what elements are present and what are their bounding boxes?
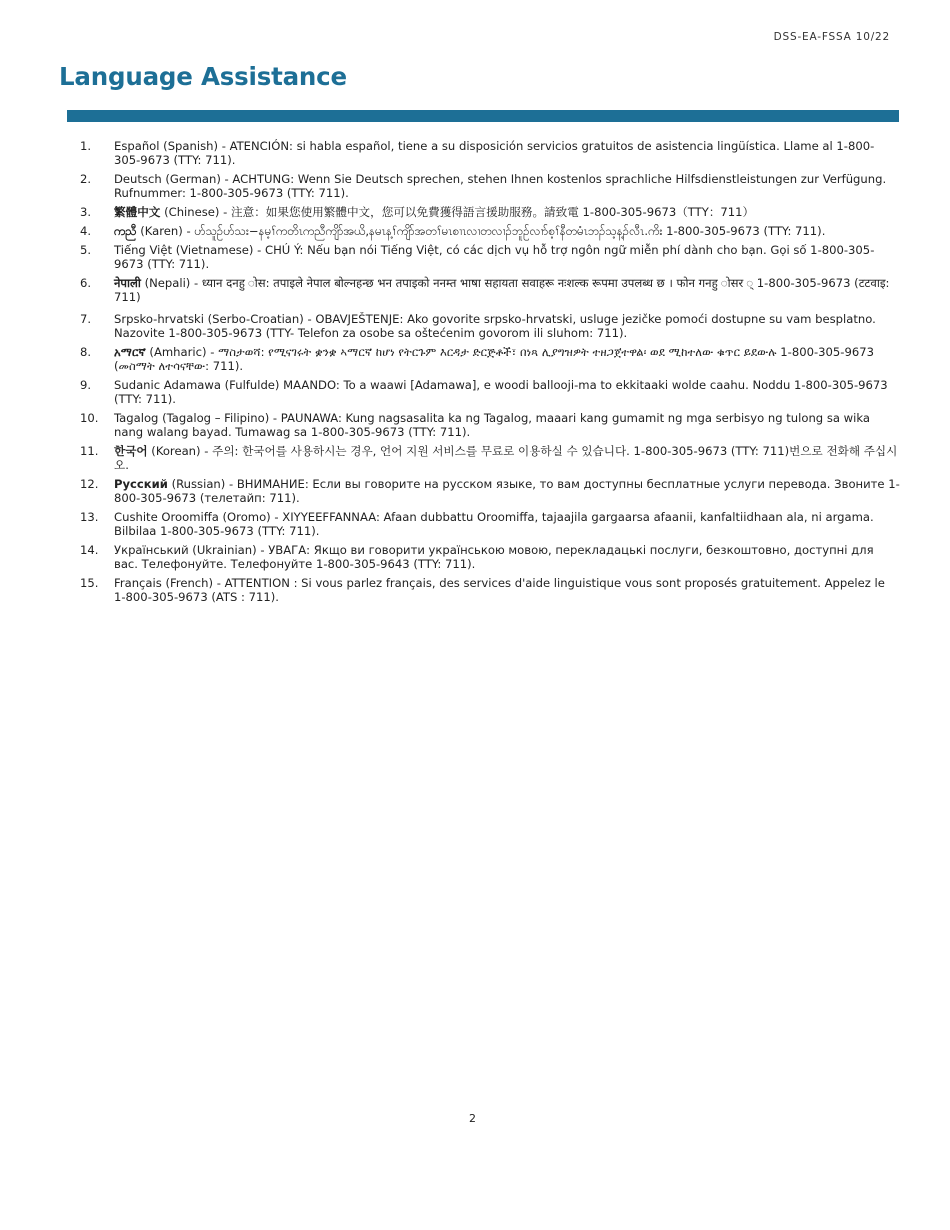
- assistance-notice: - PAUNAWA: Kung nagsasalita ka ng Tagalog, maaari kang gumamit ng mga serbisyo ng tulong sa wika nang walang bayad. Tumawag sa 1-800-305-9673 (TTY: 711).: [114, 411, 870, 439]
- list-item-number: 13.: [80, 510, 99, 524]
- list-item-text: [114, 477, 900, 505]
- language-native-name: አማርኛ: [114, 345, 146, 359]
- assistance-notice: - ВНИМАНИЕ: Если вы говорите на русском языке, то вам доступны бесплатные услуги перевода. Звоните 1-800-305-9673 (телетайп: 711).: [114, 477, 900, 505]
- list-item-text: [114, 139, 900, 167]
- language-name: (Amharic): [145, 345, 207, 359]
- list-item-text: [114, 378, 900, 406]
- language-name: Srpsko-hrvatski (Serbo-Croatian): [114, 312, 304, 326]
- list-item: [80, 172, 900, 200]
- assistance-notice: - УВАГА: Якщо ви говорити українською мовою, перекладацькі послуги, безкоштовно, доступні для вас. Телефонуйте. Телефонуйте 1-800-305-9643 (TTY: 711).: [114, 543, 874, 571]
- language-native-name: नेपाली: [114, 276, 141, 290]
- language-native-name: ကညီ: [114, 224, 137, 238]
- assistance-notice: MAANDO: To a waawi [Adamawa], e woodi ballooji-ma to ekkitaaki wolde caahu. Noddu 1-800-305-9673 (TTY: 711).: [114, 378, 888, 406]
- language-name: (Russian): [167, 477, 226, 491]
- language-name: Український (Ukrainian): [114, 543, 257, 557]
- language-name: Cushite Oroomiffa (Oromo): [114, 510, 271, 524]
- list-item: [80, 312, 900, 340]
- list-item-text: [114, 224, 900, 238]
- list-item-number: 7.: [80, 312, 92, 326]
- list-item: [80, 576, 900, 604]
- list-item-number: 12.: [80, 477, 99, 491]
- list-item-number: 14.: [80, 543, 99, 557]
- list-item: [80, 276, 900, 304]
- assistance-notice: - ध्यान दनहु ोस: तपाइले नेपाल बोल्नहन्छ भन तपाइको ननम्त भाषा सहायता सवाहरू नःशल्क रूपमा उपलब्ध छ । फोन गनहु ोसर ् 1-800-305-9673 (टटवाइ: 711): [114, 276, 890, 304]
- language-name: (Chinese): [160, 205, 220, 219]
- list-item-number: 5.: [80, 243, 92, 257]
- list-item-text: [114, 276, 900, 304]
- list-item-text: [114, 243, 900, 271]
- list-item: [80, 444, 900, 472]
- list-item-number: 15.: [80, 576, 99, 590]
- list-item: [80, 411, 900, 439]
- list-item-number: 2.: [80, 172, 92, 186]
- language-name: Tagalog (Tagalog – Filipino): [114, 411, 270, 425]
- list-item-number: 4.: [80, 224, 92, 238]
- language-name: Español (Spanish): [114, 139, 219, 153]
- assistance-notice: - ဟ်သူဉ်ဟ်သး−နမ့ၢ်ကတိၤကညီကျိာ်အယိ,နမၤန့ၢ်ကျိာ်အတၢ်မၤစၢၤလၢတလၢၣ်ဘူဉ်လၢာ်စ့ၢ်နီတမံၤဘၣ်သ့န့ၣ်လီၤ.ကိး 1-800-305-9673 (TTY: 711).: [182, 224, 826, 238]
- list-item: [80, 510, 900, 538]
- assistance-notice: - ማስታወሻ: የሚናገሩት ቋንቋ ኣማርኛ ከሆነ የትርጉም እርዳታ ድርጅቶች፣ በነጻ ሊያግዝዎት ተዘጋጀተዋል፡ ወደ ሚከተለው ቁጥር ይደውሉ 1-800-305-9673 (መስማት ለተሳናቸው: 711).: [114, 345, 874, 373]
- list-item-text: [114, 345, 900, 373]
- list-item: [80, 224, 900, 238]
- list-item-text: [114, 444, 900, 472]
- language-name: (Korean): [147, 444, 201, 458]
- list-item-number: 9.: [80, 378, 92, 392]
- list-item-number: 8.: [80, 345, 92, 359]
- list-item: [80, 345, 900, 373]
- list-item-text: [114, 510, 900, 538]
- language-name: Français (French): [114, 576, 214, 590]
- language-native-name: 한국어: [114, 444, 148, 458]
- list-item-text: [114, 411, 900, 439]
- list-item: [80, 243, 900, 271]
- assistance-notice: - XIYYEEFFANNAA: Afaan dubbattu Oroomiffa, tajaajila gargaarsa afaanii, kanfaltiidhaan ala, ni argama. Bilbilaa 1-800-305-9673 (TTY: 711).: [114, 510, 874, 538]
- list-item: [80, 543, 900, 571]
- list-item-text: [114, 543, 900, 571]
- language-assistance-list: [80, 139, 900, 609]
- list-item-number: 10.: [80, 411, 99, 425]
- assistance-notice: - CHÚ Ý: Nếu bạn nói Tiếng Việt, có các dịch vụ hỗ trợ ngôn ngữ miễn phí dành cho bạn. Gọi số 1-800-305-9673 (TTY: 711).: [114, 243, 875, 271]
- list-item-text: [114, 172, 900, 200]
- language-name: Sudanic Adamawa (Fulfulde): [114, 378, 280, 392]
- document-code: DSS-EA-FSSA 10/22: [773, 31, 890, 43]
- language-name: (Nepali): [140, 276, 191, 290]
- list-item-text: [114, 312, 900, 340]
- list-item-number: 6.: [80, 276, 92, 290]
- list-item: [80, 205, 900, 219]
- list-item: [80, 139, 900, 167]
- list-item-number: 3.: [80, 205, 92, 219]
- assistance-notice: - ACHTUNG: Wenn Sie Deutsch sprechen, stehen Ihnen kostenlos sprachliche Hilfsdienstleistungen zur Verfügung. Rufnummer: 1-800-305-9673 (TTY: 711).: [114, 172, 887, 200]
- list-item-text: [114, 205, 900, 219]
- list-item: [80, 378, 900, 406]
- list-item-text: [114, 576, 900, 604]
- language-native-name: Русский: [114, 477, 168, 491]
- assistance-notice: - ATTENTION : Si vous parlez français, des services d'aide linguistique vous sont proposés gratuitement. Appelez le 1-800-305-9673 (ATS : 711).: [114, 576, 885, 604]
- assistance-notice: - 주의: 한국어를 사용하시는 경우, 언어 지원 서비스를 무료로 이용하실 수 있습니다. 1-800-305-9673 (TTY: 711)번으로 전화해 주십시오.: [114, 444, 898, 472]
- language-name: Deutsch (German): [114, 172, 221, 186]
- assistance-notice: - ATENCIÓN: si habla español, tiene a su disposición servicios gratuitos de asistencia lingüística. Llame al 1-800-305-9673 (TTY: 711).: [114, 139, 875, 167]
- list-item: [80, 477, 900, 505]
- assistance-notice: - 注意：如果您使用繁體中文，您可以免費獲得語言援助服務。請致電 1-800-305-9673（TTY：711）: [219, 205, 755, 219]
- page-title: Language Assistance: [59, 62, 347, 91]
- title-divider-bar: [67, 110, 899, 122]
- language-native-name: 繁體中文: [114, 205, 161, 219]
- language-name: (Karen): [136, 224, 183, 238]
- page-number: 2: [469, 1112, 476, 1125]
- list-item-number: 11.: [80, 444, 99, 458]
- assistance-notice: - OBAVJEŠTENJE: Ako govorite srpsko-hrvatski, usluge jezičke pomoći dostupne su vam besplatno. Nazovite 1-800-305-9673 (TTY- Telefon za osobe sa oštećenim govorom ili sluhom: 711).: [114, 312, 876, 340]
- list-item-number: 1.: [80, 139, 92, 153]
- language-name: Tiếng Việt (Vietnamese): [114, 243, 254, 257]
